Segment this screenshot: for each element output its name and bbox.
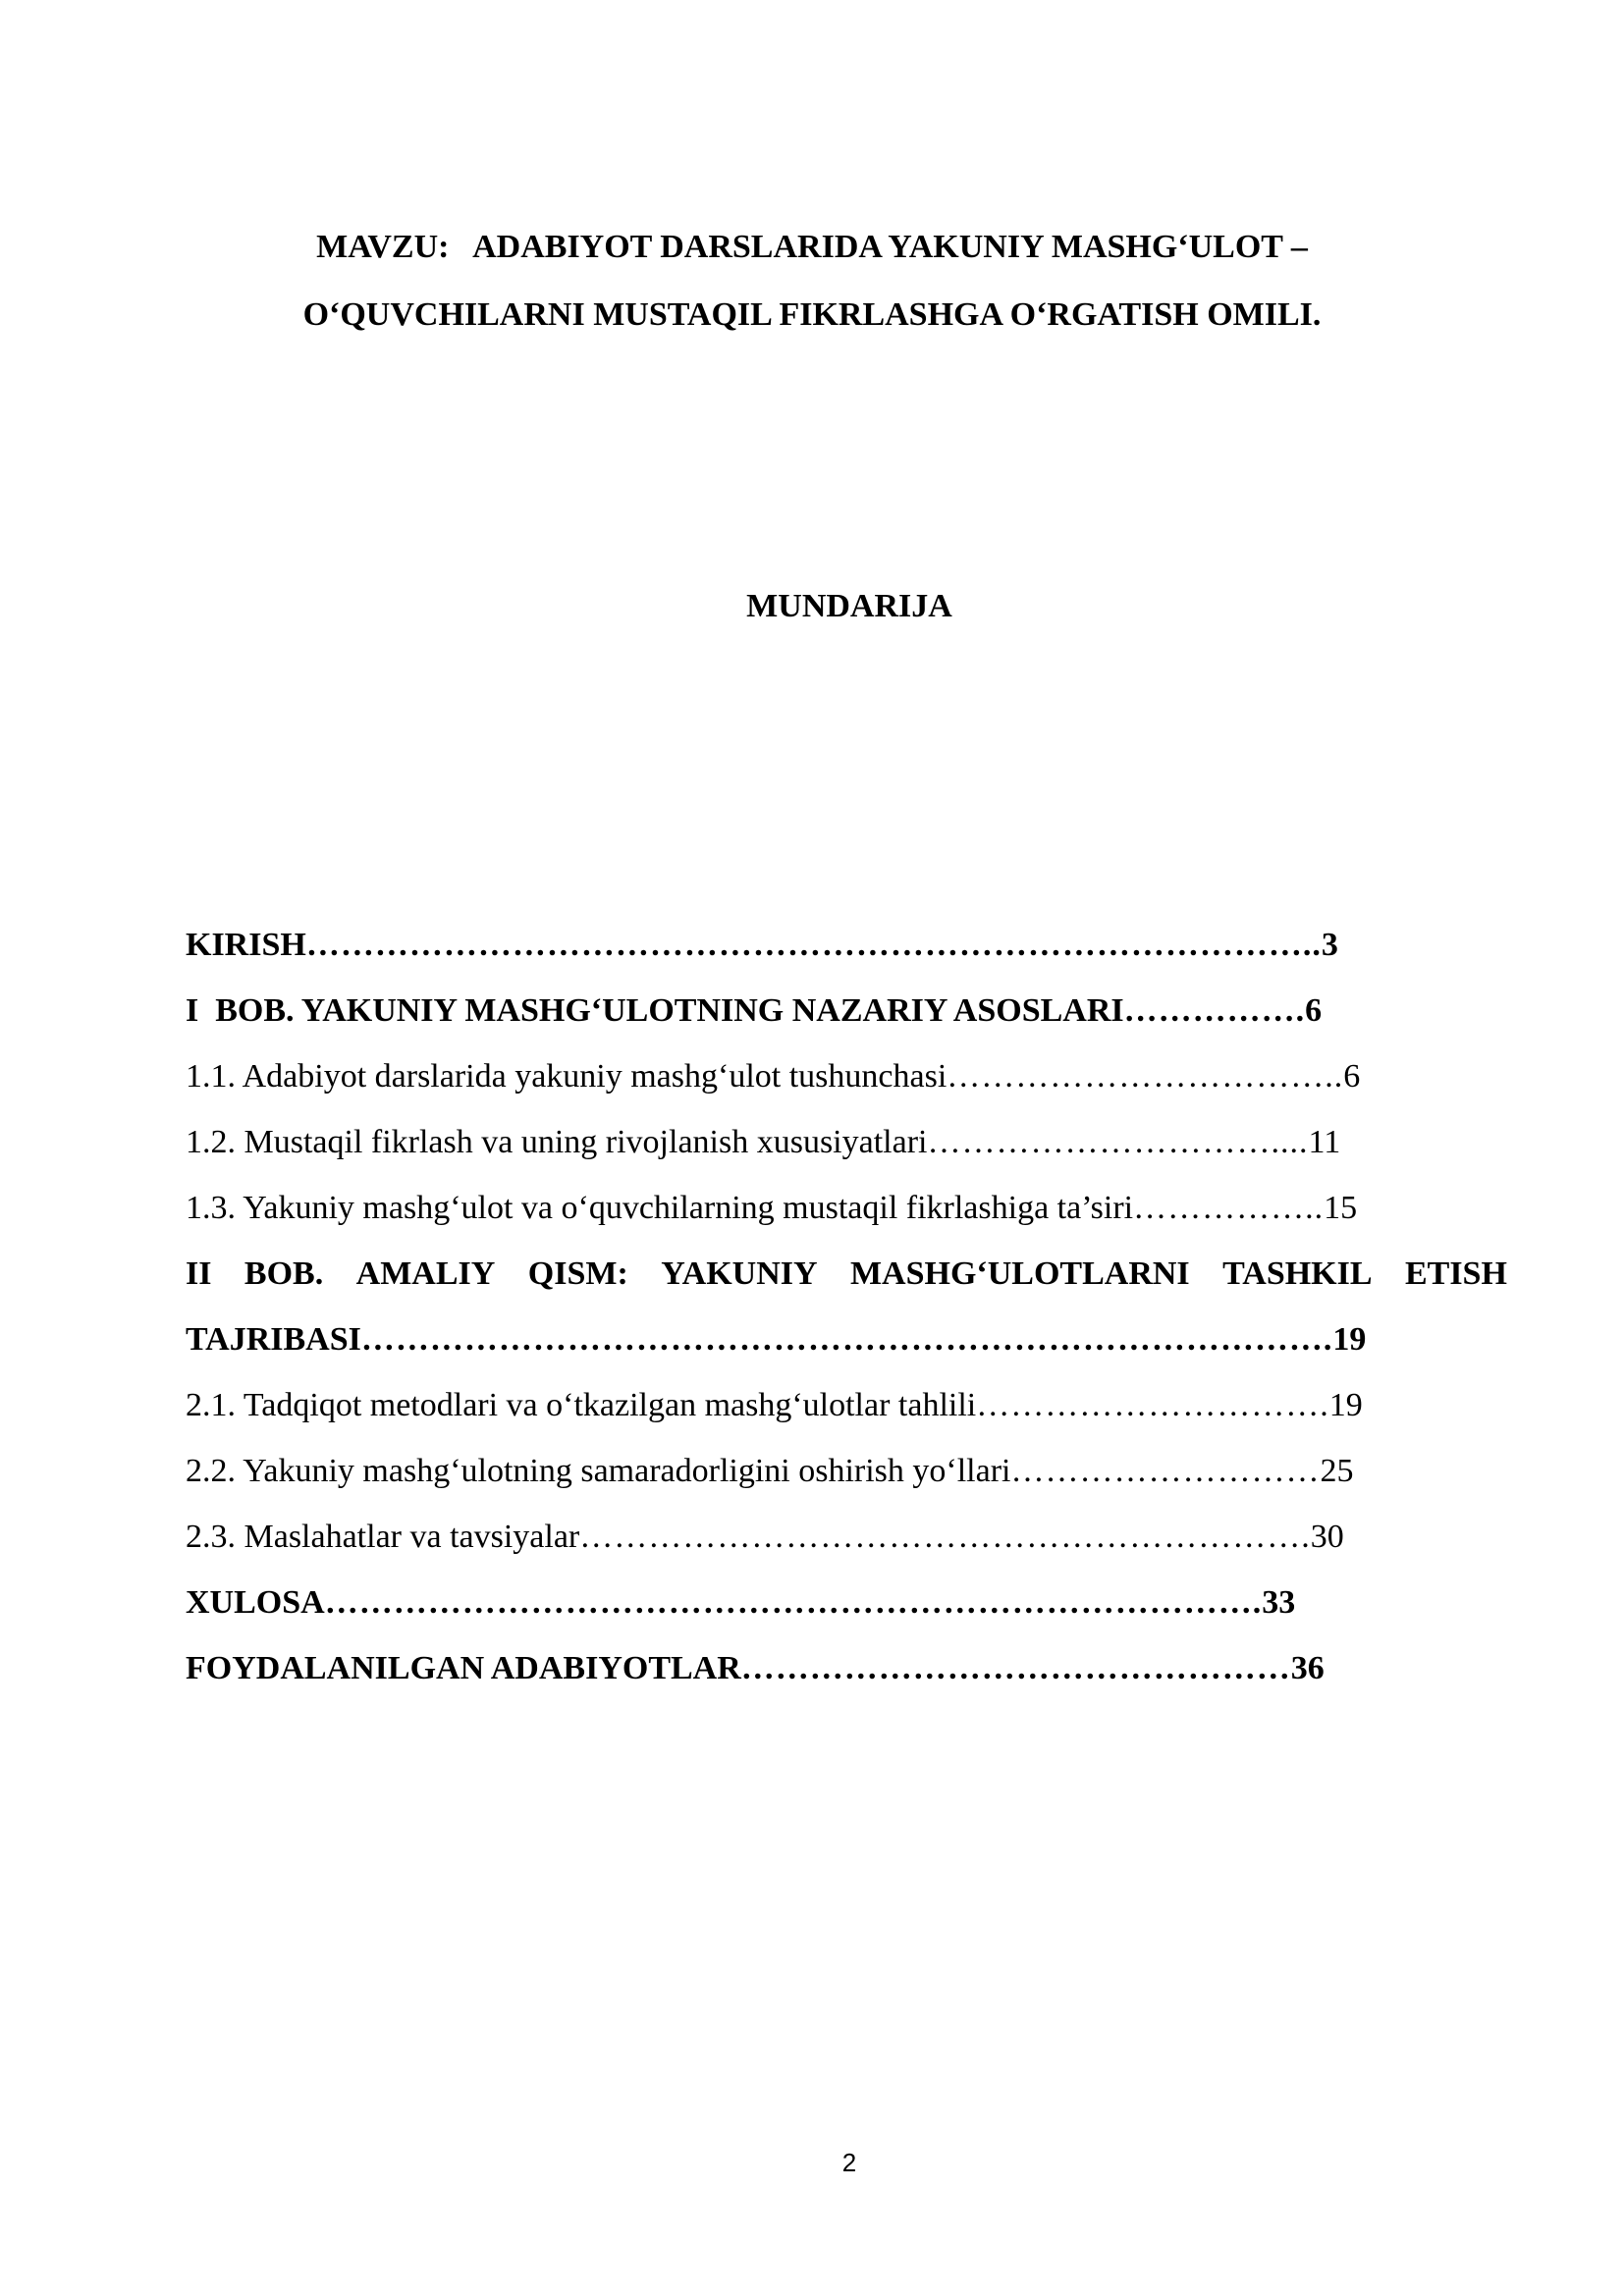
toc-entry-title: KIRISH [186, 927, 306, 963]
toc-entry-leader: ………………………………………… [740, 1650, 1291, 1686]
toc-entry-title: FOYDALANILGAN ADABIYOTLAR [186, 1650, 741, 1686]
toc-entry-page: 6 [1343, 1058, 1361, 1095]
toc-entry-xulosa [186, 1582, 1507, 1624]
document-title-line-2: O‘QUVCHILARNI MUSTAQIL FIKRLASHGA O‘RGATISH OMILI. [302, 296, 1322, 333]
toc-entry-word: BOB. [244, 1255, 324, 1292]
toc-entry-page: 11 [1308, 1124, 1341, 1160]
toc-entry-2-2 [186, 1451, 1507, 1492]
toc-entry-foydalanilgan-adabiyotlar [186, 1648, 1507, 1689]
toc-entry-title: 1.3. Yakuniy mashg‘ulot va o‘quvchilarning mustaqil fikrlashiga ta’siri [186, 1190, 1134, 1226]
toc-entry-title: XULOSA [186, 1584, 325, 1621]
toc-heading: MUNDARIJA [746, 588, 952, 624]
toc-entry-leader: …………….. [1133, 1190, 1325, 1226]
toc-entry-title: I BOB. YAKUNIY MASHG‘ULOTNING NAZARIY ASOSLARI [186, 992, 1124, 1029]
toc-entry-word: ETISH [1404, 1255, 1507, 1292]
toc-entry-bob-2-line-1 [186, 1254, 1507, 1295]
toc-entry-page: 3 [1321, 927, 1338, 963]
toc-entry-leader: …………………………………………………………………………. [360, 1321, 1333, 1358]
toc-entry-page: 36 [1290, 1650, 1325, 1686]
toc-entry-bob-2-line-2 [186, 1319, 1507, 1361]
toc-entry-word: II [186, 1255, 212, 1292]
toc-entry-bob-1 [186, 990, 1507, 1032]
toc-entry-2-3 [186, 1517, 1507, 1558]
toc-entry-leader: ……………. [1123, 992, 1306, 1029]
document-title-line-1: MAVZU: ADABIYOT DARSLARIDA YAKUNIY MASHG‘ULOT – [316, 229, 1308, 265]
page-number: 2 [841, 2148, 857, 2177]
toc-entry-leader: ………………………….... [927, 1124, 1309, 1160]
toc-entry-word: AMALIY [355, 1255, 496, 1292]
toc-entry-1-3 [186, 1188, 1507, 1229]
toc-entry-title: 2.1. Tadqiqot metodlari va o‘tkazilgan mashg‘ulotlar tahlili [186, 1387, 977, 1423]
toc-entry-leader: …………………………. [976, 1387, 1329, 1423]
toc-entry-page: 6 [1305, 992, 1323, 1029]
toc-entry-word: TASHKIL [1222, 1255, 1373, 1292]
toc-entry-page: 33 [1262, 1584, 1296, 1621]
toc-entry-page: 25 [1320, 1453, 1354, 1489]
toc-entry-leader: …………………………….. [947, 1058, 1344, 1095]
toc-entry-word: QISM: [527, 1255, 628, 1292]
toc-entry-1-1 [186, 1056, 1507, 1097]
toc-entry-leader: ………………………………………………………. [579, 1519, 1311, 1555]
toc-entry-title: 1.2. Mustaqil fikrlash va uning rivojlanish xususiyatlari [186, 1124, 928, 1160]
toc-entry-title: 1.1. Adabiyot darslarida yakuniy mashg‘ulot tushunchasi [186, 1058, 947, 1095]
toc-entry-page: 19 [1332, 1321, 1367, 1358]
toc-entry-page: 15 [1324, 1190, 1358, 1226]
toc-entry-leader: ………………………………………………………………………. [324, 1584, 1263, 1621]
toc-entry-kirish [186, 925, 1507, 966]
toc-entry-leader: …………………………………………………………………………….. [305, 927, 1322, 963]
toc-entry-title: TAJRIBASI [186, 1321, 361, 1358]
toc-entry-title: 2.3. Maslahatlar va tavsiyalar [186, 1519, 580, 1555]
toc-entry-leader: ……………………… [1010, 1453, 1321, 1489]
toc-entry-page: 19 [1328, 1387, 1363, 1423]
toc-entry-word: MASHG‘ULOTLARNI [849, 1255, 1190, 1292]
toc-entry-page: 30 [1310, 1519, 1344, 1555]
toc-entry-word: YAKUNIY [661, 1255, 818, 1292]
toc-entry-title: 2.2. Yakuniy mashg‘ulotning samaradorligini oshirish yo‘llari [186, 1453, 1011, 1489]
toc-entry-1-2 [186, 1122, 1507, 1163]
toc-entry-2-1 [186, 1385, 1507, 1426]
